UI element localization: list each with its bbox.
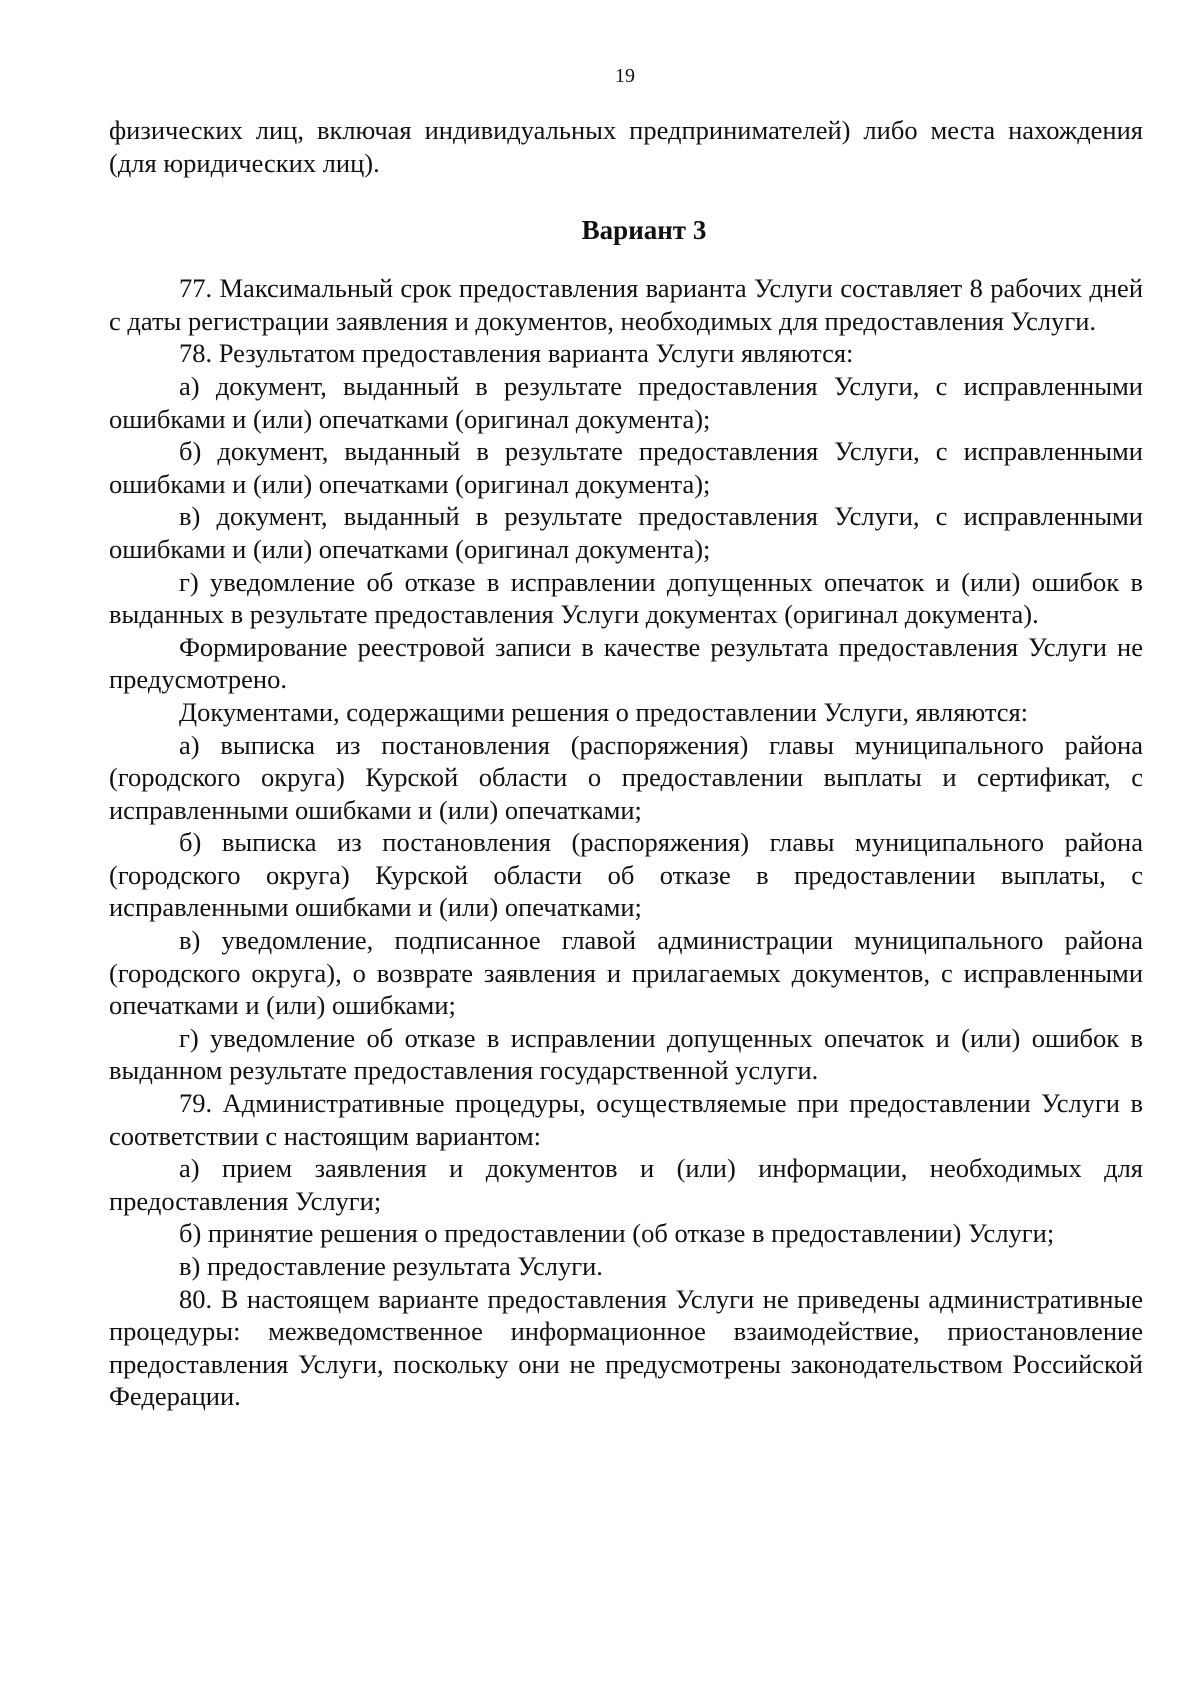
paragraph-78-a: а) документ, выданный в результате предоставления Услуги, с исправленными ошибками и (или) опечатками (оригинал документа); bbox=[109, 370, 1143, 434]
paragraph-79-b: б) принятие решения о предоставлении (об отказе в предоставлении) Услуги; bbox=[179, 1218, 1055, 1249]
paragraph-decision-g: г) уведомление об отказе в исправлении допущенных опечаток и (или) ошибок в выданном результате предоставления государственной услуги. bbox=[109, 1022, 1143, 1086]
page-number: 19 bbox=[615, 65, 635, 87]
paragraph-79-v: в) предоставление результата Услуги. bbox=[179, 1251, 603, 1281]
paragraph-registry-record: Формирование реестровой записи в качестве результата предоставления Услуги не предусмотрено. bbox=[109, 631, 1143, 695]
paragraph-78-b: б) документ, выданный в результате предоставления Услуги, с исправленными ошибками и (или) опечатками (оригинал документа); bbox=[109, 436, 1143, 499]
document-body bbox=[109, 114, 1143, 1413]
intro-paragraph: физических лиц, включая индивидуальных предпринимателей) либо места нахождения (для юридических лиц). bbox=[109, 115, 1143, 178]
paragraph-decision-documents: Документами, содержащими решения о предоставлении Услуги, являются: bbox=[179, 696, 1029, 727]
paragraph-78-v: в) документ, выданный в результате предоставления Услуги, с исправленными ошибками и (или) опечатками (оригинал документа); bbox=[109, 501, 1143, 564]
paragraph-78: 78. Результатом предоставления варианта Услуги являются: bbox=[179, 338, 854, 369]
section-title: Вариант 3 bbox=[581, 215, 707, 246]
paragraph-78-g: г) уведомление об отказе в исправлении допущенных опечаток и (или) ошибок в выданных в результате предоставления Услуги документах (оригинал документа). bbox=[109, 566, 1143, 630]
paragraph-79-a: а) прием заявления и документов и (или) информации, необходимых для предоставления Услуги; bbox=[109, 1153, 1143, 1216]
paragraph-decision-b: б) выписка из постановления (распоряжения) главы муниципального района (городского округа) Курской области об отказе в предоставлении выплаты, с исправленными ошибками и (или) опечатками; bbox=[109, 827, 1143, 923]
paragraph-77: 77. Максимальный срок предоставления варианта Услуги составляет 8 рабочих дней с даты регистрации заявления и документов, необходимых для предоставления Услуги. bbox=[109, 273, 1143, 336]
paragraph-79: 79. Административные процедуры, осуществляемые при предоставлении Услуги в соответствии с настоящим вариантом: bbox=[109, 1088, 1143, 1151]
paragraph-decision-v: в) уведомление, подписанное главой администрации муниципального района (городского округа), о возврате заявления и прилагаемых документов, с исправленными опечатками и (или) ошибками; bbox=[109, 925, 1143, 1021]
paragraph-decision-a: а) выписка из постановления (распоряжения) главы муниципального района (городского округа) Курской области о предоставлении выплаты и сертификат, с исправленными ошибками и (или) опечатками; bbox=[109, 729, 1143, 825]
paragraph-80: 80. В настоящем варианте предоставления Услуги не приведены административные процедуры: межведомственное информационное взаимодействие, приостановление предоставления Услуги, поскольку они не предусмотрены законодательством Российской Федерации. bbox=[109, 1283, 1143, 1412]
